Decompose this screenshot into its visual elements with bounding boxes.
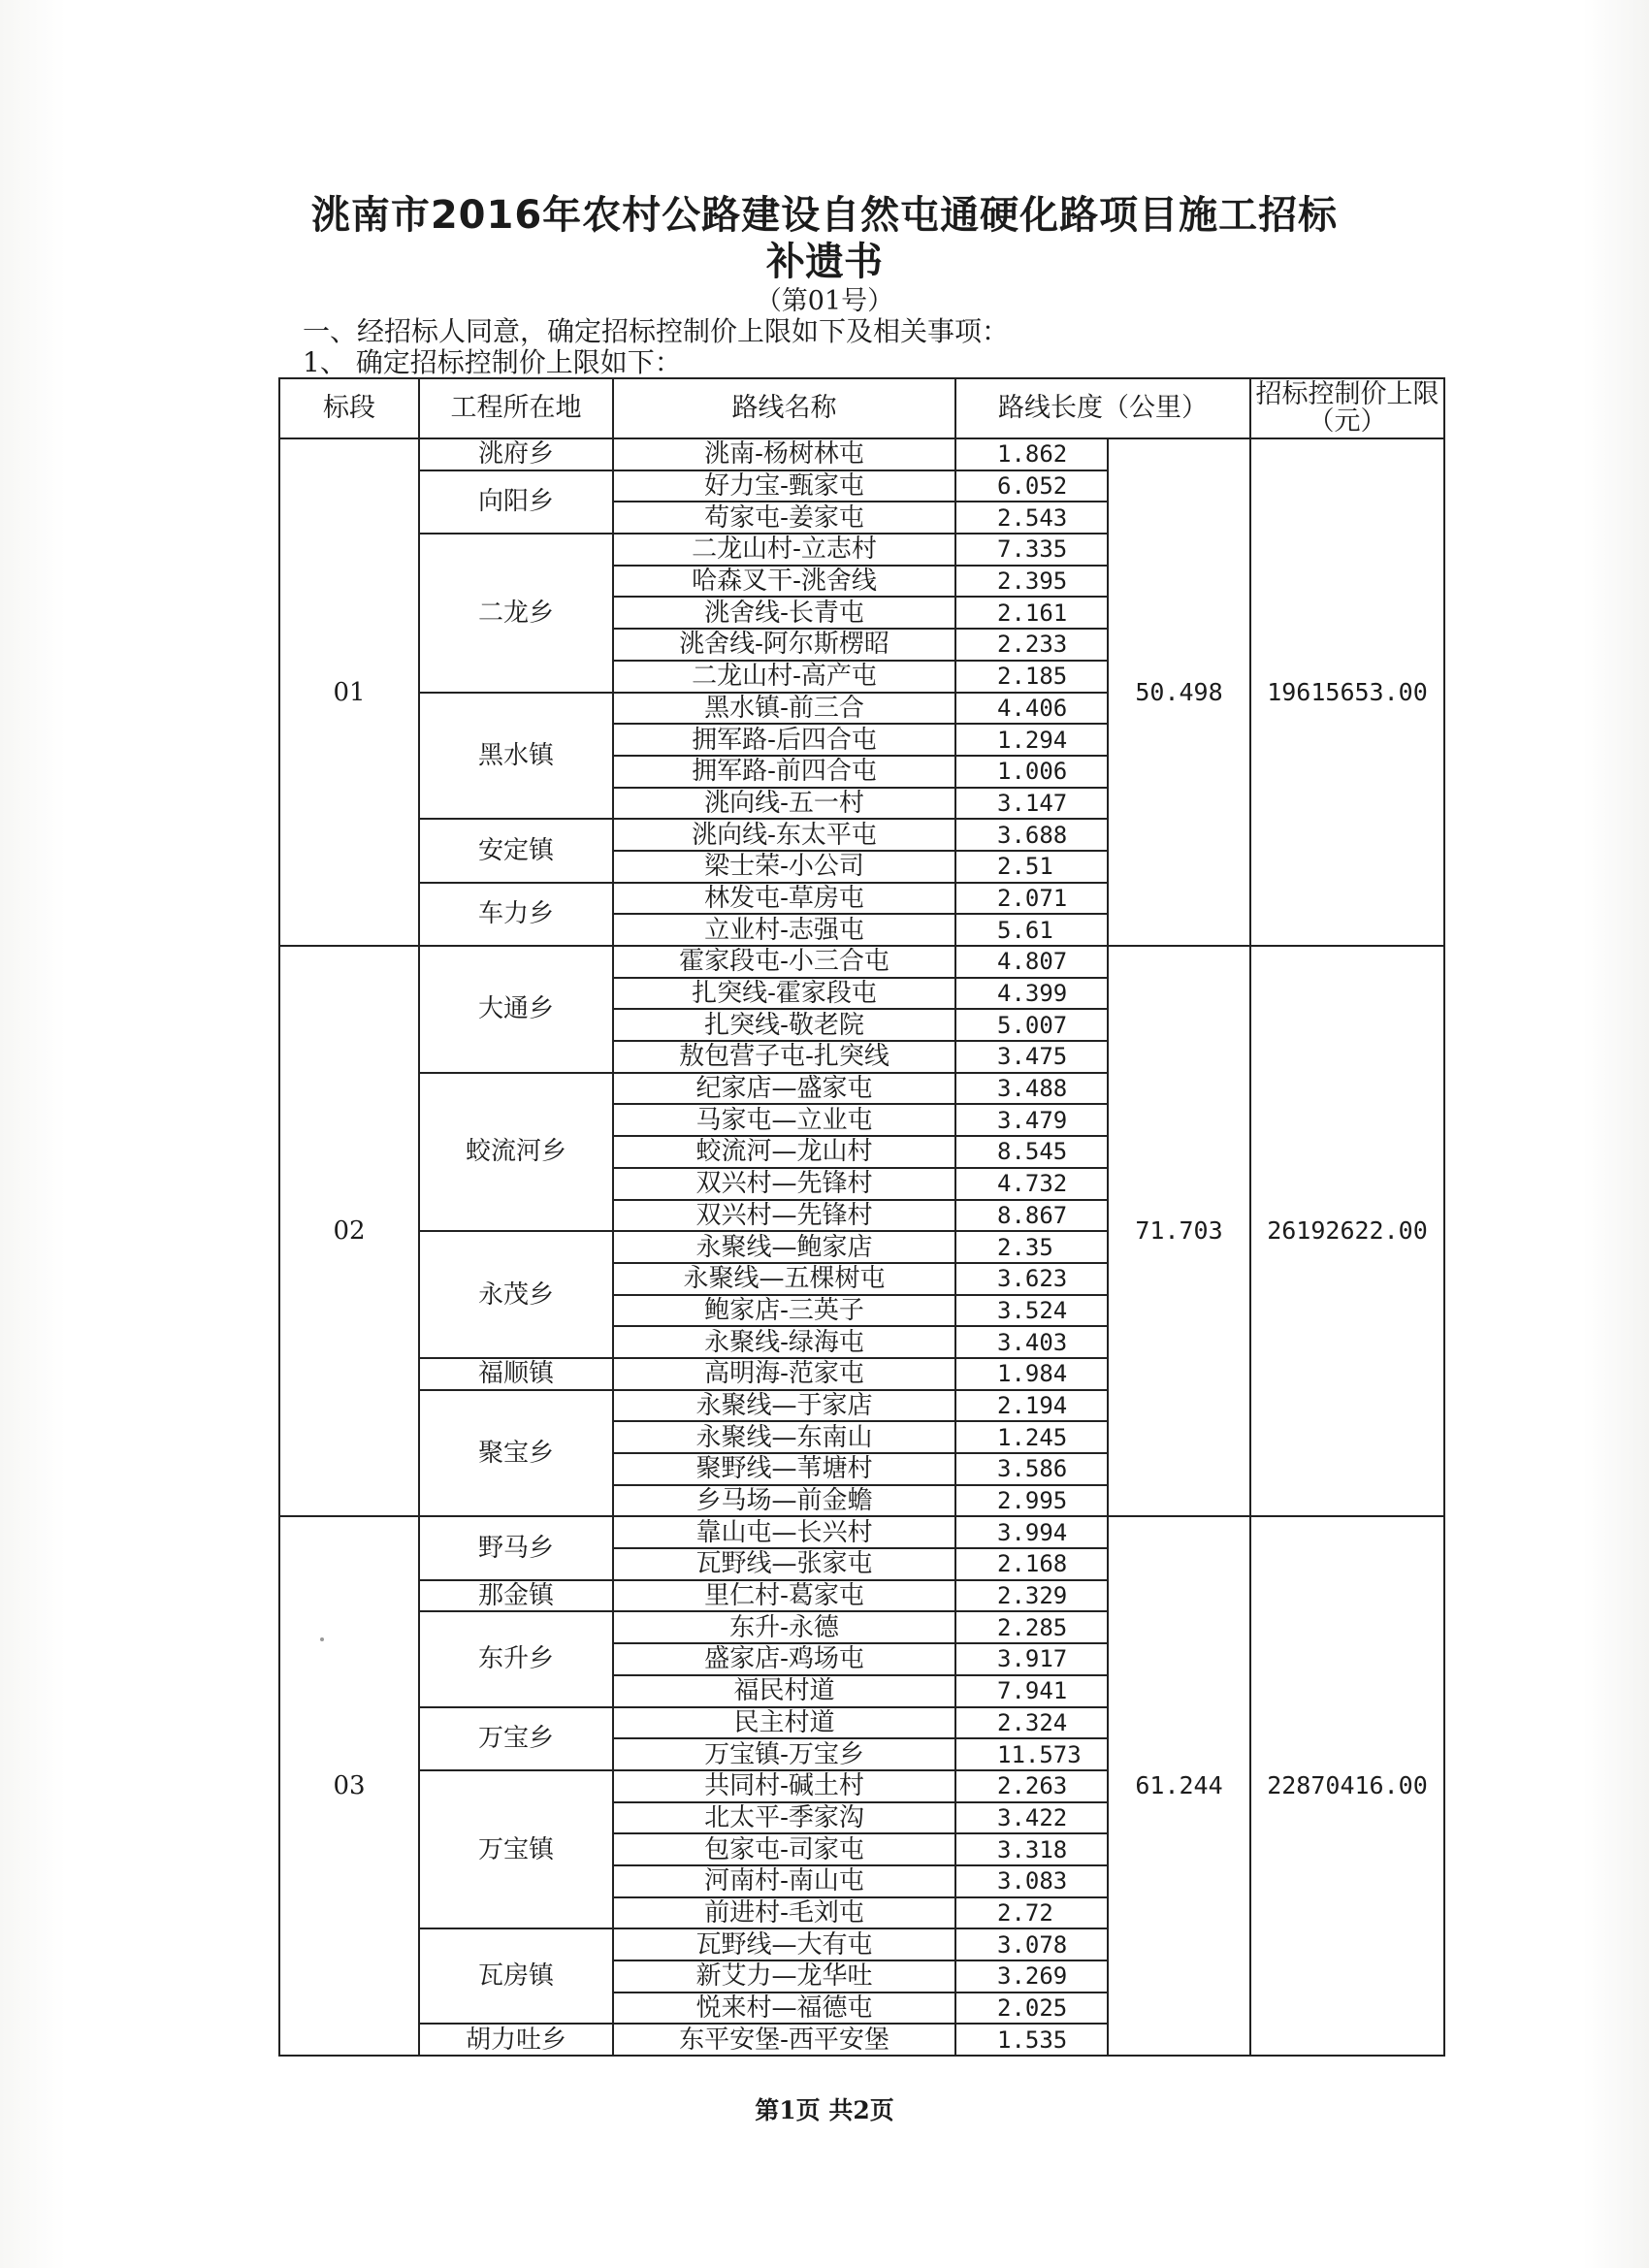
route-length-cell: 2.543 [955, 502, 1108, 534]
route-length-cell: 1.006 [955, 756, 1108, 788]
route-length-cell: 3.994 [955, 1516, 1108, 1548]
route-name-cell: 悦来村—福德屯 [613, 1993, 955, 2025]
route-length-cell: 2.233 [955, 629, 1108, 661]
route-length-cell: 2.071 [955, 883, 1108, 915]
route-length-cell: 2.51 [955, 851, 1108, 883]
document-title: 洮南市2016年农村公路建设自然屯通硬化路项目施工招标 [310, 193, 1339, 238]
route-name-cell: 洮向线-东太平屯 [613, 819, 955, 851]
route-length-cell: 2.025 [955, 1993, 1108, 2025]
route-length-cell: 3.269 [955, 1960, 1108, 1993]
route-name-cell: 前进村-毛刘屯 [613, 1897, 955, 1929]
route-name-cell: 苟家屯-姜家屯 [613, 502, 955, 534]
route-name-cell: 新艾力—龙华吐 [613, 1960, 955, 1993]
route-length-cell: 4.807 [955, 946, 1108, 978]
route-length-cell: 5.007 [955, 1009, 1108, 1041]
route-length-cell: 2.285 [955, 1611, 1108, 1643]
route-name-cell: 河南村-南山屯 [613, 1865, 955, 1897]
table-row [279, 1516, 1444, 1548]
route-name-cell: 扎突线-敬老院 [613, 1009, 955, 1041]
route-length-cell: 2.263 [955, 1770, 1108, 1802]
route-name-cell: 民主村道 [613, 1707, 955, 1739]
section-id-cell: 03 [279, 1516, 419, 2056]
route-length-cell: 3.403 [955, 1326, 1108, 1358]
route-length-cell: 2.72 [955, 1897, 1108, 1929]
route-length-cell: 2.194 [955, 1390, 1108, 1422]
location-cell: 瓦房镇 [419, 1928, 613, 2024]
route-name-cell: 扎突线-霍家段屯 [613, 978, 955, 1010]
route-name-cell: 高明海-范家屯 [613, 1358, 955, 1390]
location-cell: 那金镇 [419, 1580, 613, 1612]
location-cell: 野马乡 [419, 1516, 613, 1579]
route-length-cell: 4.732 [955, 1168, 1108, 1200]
route-length-cell: 3.524 [955, 1295, 1108, 1327]
route-name-cell: 共同村-碱土村 [613, 1770, 955, 1802]
route-name-cell: 福民村道 [613, 1675, 955, 1707]
route-name-cell: 拥军路-前四合屯 [613, 756, 955, 788]
route-name-cell: 哈森叉干-洮舍线 [613, 566, 955, 598]
page-footer: 第1页 共2页 [755, 2096, 894, 2124]
location-cell: 二龙乡 [419, 534, 613, 692]
header-price: 招标控制价上限（元） [1250, 378, 1444, 438]
route-length-cell: 2.161 [955, 597, 1108, 629]
document-subtitle: 补遗书 [766, 240, 883, 284]
route-name-cell: 拥军路-后四合屯 [613, 724, 955, 756]
location-cell: 永茂乡 [419, 1231, 613, 1358]
location-cell: 东升乡 [419, 1611, 613, 1706]
route-length-cell: 2.995 [955, 1485, 1108, 1517]
route-length-cell: 3.623 [955, 1263, 1108, 1295]
route-name-cell: 永聚线-绿海屯 [613, 1326, 955, 1358]
route-length-cell: 3.688 [955, 819, 1108, 851]
route-name-cell: 双兴村—先锋村 [613, 1168, 955, 1200]
route-name-cell: 靠山屯—长兴村 [613, 1516, 955, 1548]
route-name-cell: 东升-永德 [613, 1611, 955, 1643]
route-length-cell: 7.335 [955, 534, 1108, 566]
route-name-cell: 二龙山村-高产屯 [613, 661, 955, 693]
location-cell: 洮府乡 [419, 438, 613, 470]
route-name-cell: 永聚线—鲍家店 [613, 1231, 955, 1263]
table-row [279, 438, 1444, 470]
route-length-cell: 3.917 [955, 1643, 1108, 1675]
issue-number: （第01号） [755, 286, 894, 316]
route-name-cell: 好力宝-甄家屯 [613, 470, 955, 502]
route-length-cell: 1.984 [955, 1358, 1108, 1390]
route-name-cell: 立业村-志强屯 [613, 914, 955, 946]
route-length-cell: 2.168 [955, 1548, 1108, 1580]
route-length-cell: 2.395 [955, 566, 1108, 598]
route-name-cell: 万宝镇-万宝乡 [613, 1738, 955, 1770]
header-length: 路线长度（公里） [955, 378, 1250, 438]
route-name-cell: 林发屯-草房屯 [613, 883, 955, 915]
header-route: 路线名称 [613, 378, 955, 438]
route-name-cell: 洮南-杨树林屯 [613, 438, 955, 470]
route-name-cell: 盛家店-鸡场屯 [613, 1643, 955, 1675]
section-id-cell: 01 [279, 438, 419, 946]
location-cell: 胡力吐乡 [419, 2024, 613, 2056]
route-length-cell: 8.867 [955, 1200, 1108, 1232]
location-cell: 安定镇 [419, 819, 613, 882]
header-location: 工程所在地 [419, 378, 613, 438]
table-row [279, 946, 1444, 978]
location-cell: 福顺镇 [419, 1358, 613, 1390]
route-length-cell: 4.406 [955, 693, 1108, 725]
route-name-cell: 蛟流河—龙山村 [613, 1136, 955, 1168]
route-name-cell: 永聚线—东南山 [613, 1421, 955, 1453]
route-name-cell: 鲍家店-三英子 [613, 1295, 955, 1327]
route-length-cell: 3.318 [955, 1833, 1108, 1865]
route-length-cell: 3.078 [955, 1928, 1108, 1960]
header-section: 标段 [279, 378, 419, 438]
route-name-cell: 梁士荣-小公司 [613, 851, 955, 883]
route-name-cell: 瓦野线—张家屯 [613, 1548, 955, 1580]
location-cell: 车力乡 [419, 883, 613, 946]
route-length-cell: 1.294 [955, 724, 1108, 756]
route-name-cell: 北太平-季家沟 [613, 1802, 955, 1834]
route-length-cell: 2.324 [955, 1707, 1108, 1739]
route-length-cell: 3.488 [955, 1073, 1108, 1105]
section-price-cell: 26192622.00 [1250, 946, 1444, 1516]
route-name-cell: 黑水镇-前三合 [613, 693, 955, 725]
route-name-cell: 乡马场—前金蟾 [613, 1485, 955, 1517]
route-length-cell: 1.862 [955, 438, 1108, 470]
route-name-cell: 聚野线—苇塘村 [613, 1453, 955, 1485]
route-length-cell: 3.083 [955, 1865, 1108, 1897]
route-name-cell: 永聚线—五棵树屯 [613, 1263, 955, 1295]
route-name-cell: 东平安堡-西平安堡 [613, 2024, 955, 2056]
route-length-cell: 3.586 [955, 1453, 1108, 1485]
scan-speck [320, 1637, 324, 1641]
route-name-cell: 霍家段屯-小三合屯 [613, 946, 955, 978]
route-name-cell: 洮舍线-长青屯 [613, 597, 955, 629]
route-length-cell: 7.941 [955, 1675, 1108, 1707]
location-cell: 聚宝乡 [419, 1390, 613, 1517]
route-name-cell: 洮向线-五一村 [613, 788, 955, 820]
route-length-cell: 1.535 [955, 2024, 1108, 2056]
route-length-cell: 2.329 [955, 1580, 1108, 1612]
route-length-cell: 2.35 [955, 1231, 1108, 1263]
section-total-length-cell: 71.703 [1108, 946, 1250, 1516]
location-cell: 万宝镇 [419, 1770, 613, 1928]
route-name-cell: 双兴村—先锋村 [613, 1200, 955, 1232]
location-cell: 黑水镇 [419, 693, 613, 820]
section-total-length-cell: 50.498 [1108, 438, 1250, 946]
route-length-cell: 1.245 [955, 1421, 1108, 1453]
table-header [279, 378, 1444, 438]
route-length-cell: 2.185 [955, 661, 1108, 693]
section-id-cell: 02 [279, 946, 419, 1516]
route-name-cell: 永聚线—于家店 [613, 1390, 955, 1422]
route-length-cell: 3.422 [955, 1802, 1108, 1834]
route-name-cell: 里仁村-葛家屯 [613, 1580, 955, 1612]
section-total-length-cell: 61.244 [1108, 1516, 1250, 2056]
route-length-cell: 3.475 [955, 1041, 1108, 1073]
route-name-cell: 二龙山村-立志村 [613, 534, 955, 566]
location-cell: 万宝乡 [419, 1707, 613, 1770]
route-length-cell: 3.147 [955, 788, 1108, 820]
route-length-cell: 5.61 [955, 914, 1108, 946]
section-price-cell: 22870416.00 [1250, 1516, 1444, 2056]
route-name-cell: 洮舍线-阿尔斯楞昭 [613, 629, 955, 661]
item-1-paragraph: 1、 确定招标控制价上限如下： [303, 346, 682, 378]
route-name-cell: 瓦野线—大有屯 [613, 1928, 955, 1960]
table-body [279, 438, 1444, 2056]
route-length-cell: 11.573 [955, 1738, 1108, 1770]
route-name-cell: 包家屯-司家屯 [613, 1833, 955, 1865]
location-cell: 大通乡 [419, 946, 613, 1073]
route-length-cell: 6.052 [955, 470, 1108, 502]
route-length-cell: 8.545 [955, 1136, 1108, 1168]
price-table [278, 377, 1445, 2057]
intro-paragraph: 一、经招标人同意，确定招标控制价上限如下及相关事项： [303, 315, 1010, 347]
route-name-cell: 纪家店—盛家屯 [613, 1073, 955, 1105]
route-name-cell: 马家屯—立业屯 [613, 1104, 955, 1136]
section-price-cell: 19615653.00 [1250, 438, 1444, 946]
route-length-cell: 3.479 [955, 1104, 1108, 1136]
route-length-cell: 4.399 [955, 978, 1108, 1010]
location-cell: 蛟流河乡 [419, 1073, 613, 1231]
route-name-cell: 敖包营子屯-扎突线 [613, 1041, 955, 1073]
location-cell: 向阳乡 [419, 470, 613, 534]
